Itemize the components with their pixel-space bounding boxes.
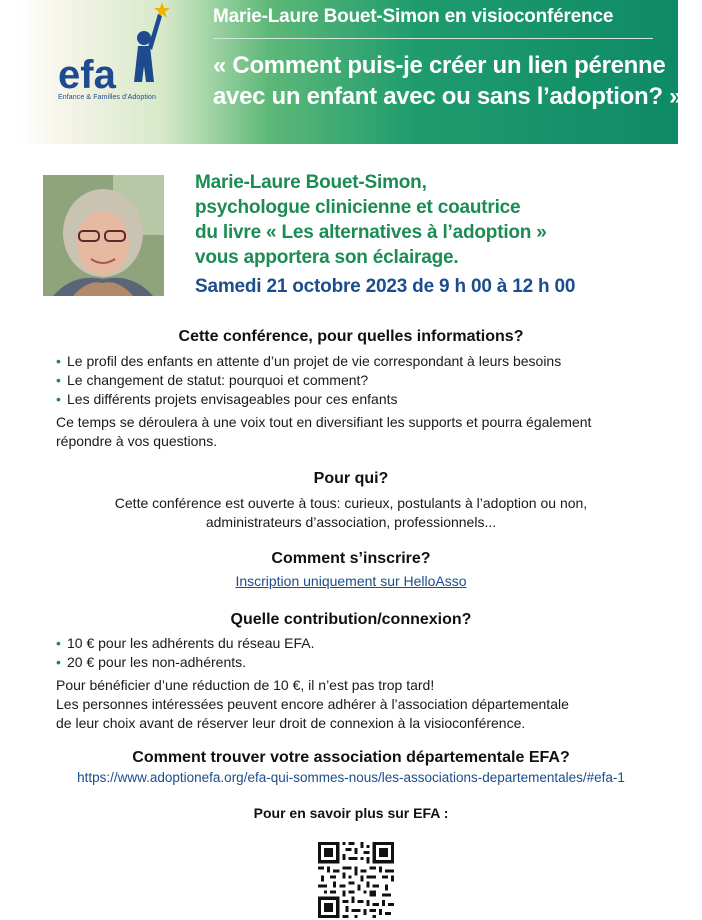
infos-list xyxy=(56,352,656,409)
audience-heading: Pour qui? xyxy=(313,470,389,487)
contribution-paragraph xyxy=(56,676,676,733)
header-banner xyxy=(18,0,683,144)
list-item: • 20 € pour les non-adhérents. xyxy=(56,653,656,672)
audience-text xyxy=(0,494,702,532)
list-item: • Les différents projets envisageables pour ces enfants xyxy=(56,390,656,409)
register-heading: Comment s’inscrire? xyxy=(271,550,431,567)
speaker-photo xyxy=(43,175,164,296)
event-title-line1: « Comment puis-je créer un lien pérenne xyxy=(213,52,666,79)
event-title xyxy=(213,50,683,112)
list-item: • Le changement de statut: pourquoi et comment? xyxy=(56,371,656,390)
contribution-line1: Pour bénéficier d’une réduction de 10 €, il n’est pas trop tard! xyxy=(56,677,435,693)
association-url-wrap xyxy=(0,768,702,787)
audience-line2: administrateurs d’association, professionnels... xyxy=(205,514,497,530)
qr-code-icon[interactable] xyxy=(318,842,394,918)
event-title-line2: avec un enfant avec ou sans l’adoption? » xyxy=(213,83,683,110)
more-heading: Pour en savoir plus sur EFA : xyxy=(253,805,449,821)
speaker-name: Marie-Laure Bouet-Simon, xyxy=(195,172,427,193)
infos-paragraph xyxy=(56,413,676,451)
contribution-line2: Les personnes intéressées peuvent encore adhérer à l’association départementale xyxy=(56,696,569,712)
header-divider xyxy=(213,38,653,39)
event-subtitle: Marie-Laure Bouet-Simon en visioconférence xyxy=(213,6,614,27)
infos-paragraph-line2: répondre à vos questions. xyxy=(56,433,218,449)
logo-subtitle: Enfance & Familles d'Adoption xyxy=(58,94,157,101)
event-date: Samedi 21 octobre 2023 de 9 h 00 à 12 h 00 xyxy=(195,276,576,297)
list-item: • Le profil des enfants en attente d’un projet de vie correspondant à leurs besoins xyxy=(56,352,656,371)
list-item: • 10 € pour les adhérents du réseau EFA. xyxy=(56,634,656,653)
association-heading: Comment trouver votre association départementale EFA? xyxy=(132,749,570,766)
speaker-note: vous apportera son éclairage. xyxy=(195,247,459,268)
contribution-heading: Quelle contribution/connexion? xyxy=(230,611,472,628)
helloasso-link[interactable]: Inscription uniquement sur HelloAsso xyxy=(235,573,467,589)
association-url-link[interactable]: https://www.adoptionefa.org/efa-qui-sommes-nous/les-associations-departementales/#efa-1 xyxy=(77,770,625,785)
speaker-book: du livre « Les alternatives à l’adoption » xyxy=(195,222,547,243)
speaker-portrait-image xyxy=(43,175,164,296)
speaker-description xyxy=(195,170,665,270)
audience-line1: Cette conférence est ouverte à tous: curieux, postulants à l’adoption ou non, xyxy=(114,495,588,511)
logo-letters: efa xyxy=(58,53,116,97)
infos-paragraph-line1: Ce temps se déroulera à une voix tout en diversifiant les supports et pourra également xyxy=(56,414,592,430)
contribution-list xyxy=(56,634,656,672)
register-link-wrap xyxy=(0,572,702,591)
contribution-line3: de leur choix avant de réserver leur droit de connexion à la visioconférence. xyxy=(56,715,526,731)
speaker-role: psychologue clinicienne et coautrice xyxy=(195,197,521,218)
infos-heading: Cette conférence, pour quelles informations? xyxy=(178,328,524,345)
